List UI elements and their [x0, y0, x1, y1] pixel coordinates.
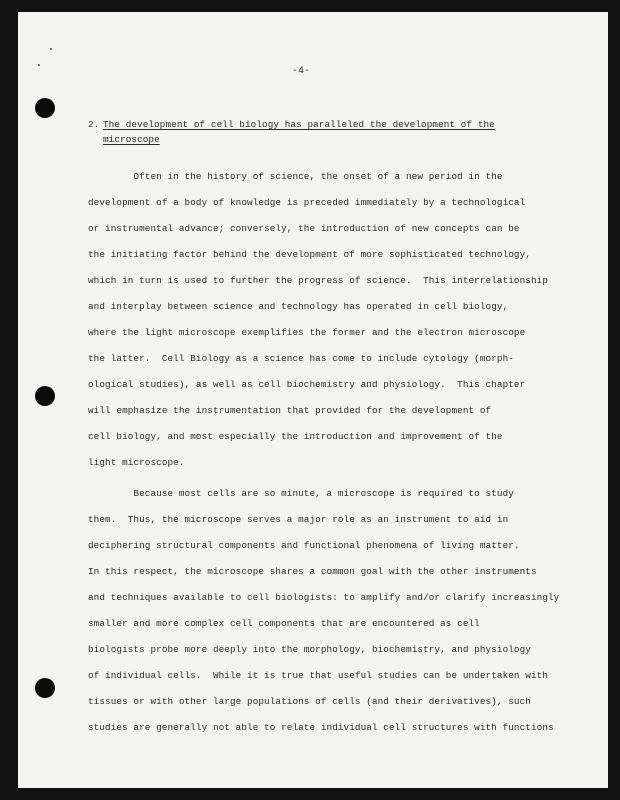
heading-number: 2. — [88, 119, 100, 130]
text-line: or instrumental advance; conversely, the introduction of new concepts can be — [88, 223, 520, 234]
text-line: of individual cells. While it is true that useful studies can be undertaken with — [88, 670, 549, 681]
text-line: them. Thus, the microscope serves a major role as an instrument to aid in — [88, 514, 509, 525]
text-line: will emphasize the instrumentation that provided for the development of — [88, 405, 492, 416]
text-line: cell biology, and most especially the introduction and improvement of the — [88, 431, 503, 442]
text-line: Often in the history of science, the onset of a new period in the — [88, 171, 503, 182]
punch-hole — [35, 98, 55, 118]
text-line: development of a body of knowledge is preceded immediately by a technological — [88, 197, 526, 208]
page-number: -4- — [292, 66, 311, 77]
text-line: tissues or with other large populations of cells (and their derivatives), such — [88, 696, 531, 707]
section-heading-line: microscope — [103, 134, 160, 145]
text-line: and interplay between science and technology has operated in cell biology, — [88, 301, 509, 312]
text-line: biologists probe more deeply into the morphology, biochemistry, and physiology — [88, 644, 531, 655]
punch-hole — [35, 678, 55, 698]
text-line: Because most cells are so minute, a microscope is required to study — [88, 488, 514, 499]
text-line: studies are generally not able to relate individual cell structures with functions — [88, 722, 554, 733]
text-line: which in turn is used to further the progress of science. This interrelationship — [88, 275, 549, 286]
text-line: ological studies), as well as cell biochemistry and physiology. This chapter — [88, 379, 526, 390]
text-line: where the light microscope exemplifies the former and the electron microscope — [88, 327, 526, 338]
section-heading-line: The development of cell biology has paralleled the development of the — [103, 119, 495, 130]
text-line: the latter. Cell Biology as a science has come to include cytology (morph- — [88, 353, 514, 364]
text-line: deciphering structural components and functional phenomena of living matter. — [88, 540, 520, 551]
text-line: the initiating factor behind the development of more sophisticated technology, — [88, 249, 531, 260]
punch-hole — [35, 386, 55, 406]
text-line: and techniques available to cell biologists: to amplify and/or clarify increasingly — [88, 592, 560, 603]
speck — [50, 48, 52, 50]
text-line: smaller and more complex cell components that are encountered as cell — [88, 618, 480, 629]
text-line: light microscope. — [88, 457, 185, 468]
speck — [38, 64, 40, 66]
text-line: In this respect, the microscope shares a common goal with the other instruments — [88, 566, 537, 577]
